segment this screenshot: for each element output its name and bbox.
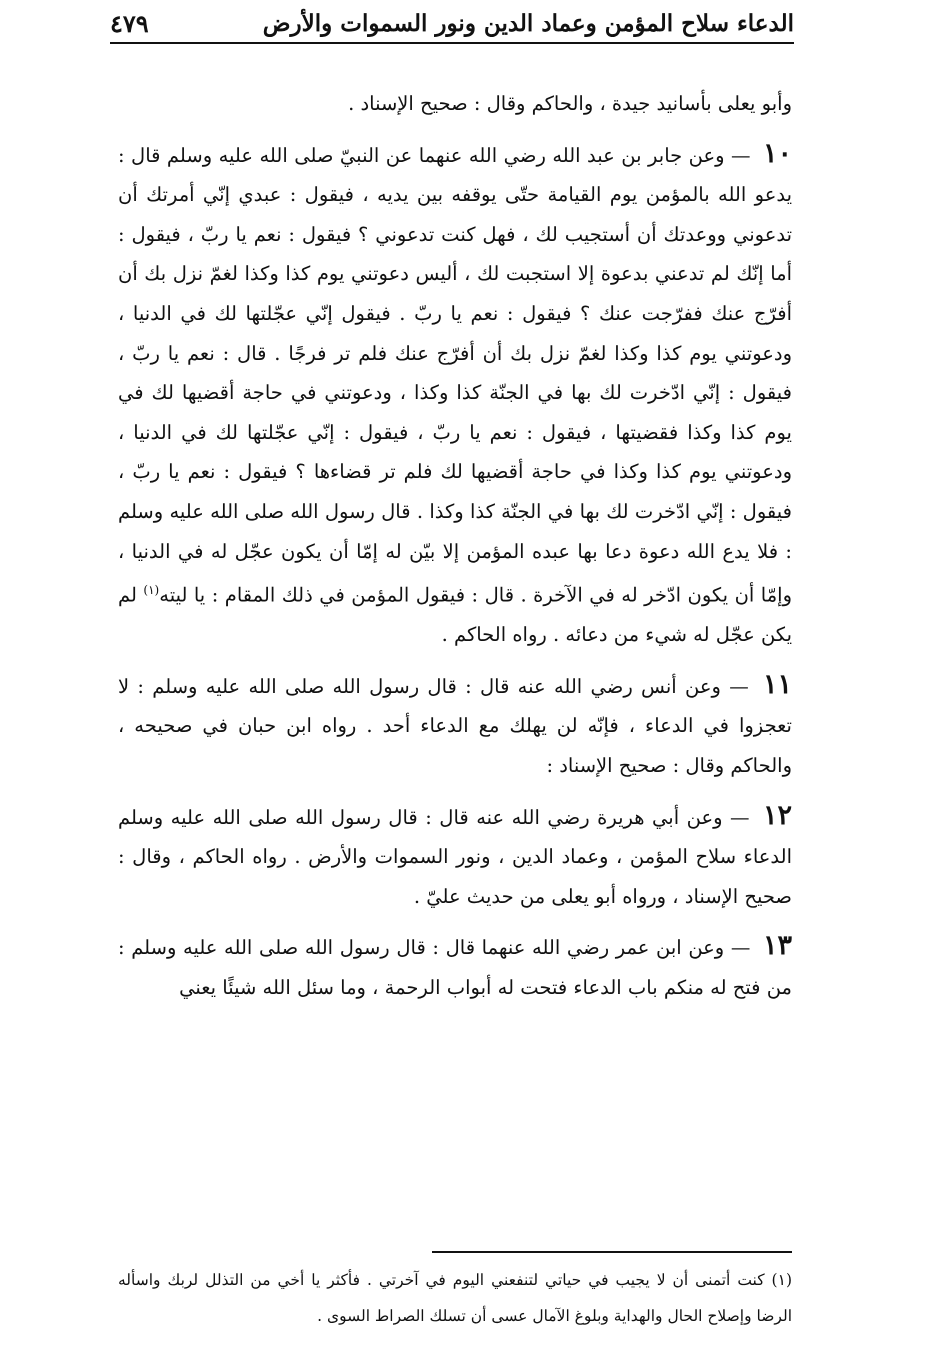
footnote-reference[interactable]: (١): [143, 583, 160, 598]
running-title: الدعاء سلاح المؤمن وعماد الدين ونور السموات والأرض: [262, 9, 794, 37]
hadith-text: — وعن أبي هريرة رضي الله عنه قال : قال رسول الله صلى الله عليه وسلم الدعاء سلاح المؤمن ، وعماد الدين ، ونور السموات والأرض . رواه الحاكم ، وقال : صحيح الإسناد ، ورواه أبو يعلى من حديث عليّ .: [118, 805, 792, 908]
hadith-number: ١٢: [762, 799, 792, 831]
hadith-text: — وعن ابن عمر رضي الله عنهما قال : قال رسول الله صلى الله عليه وسلم : من فتح له منكم باب الدعاء فتحت له أبواب الرحمة ، وما سئل الله شيئًا يعني: [118, 936, 792, 999]
hadith-text-end: لم يكن عجّل له شيء من دعائه . رواه الحاكم .: [118, 583, 792, 647]
hadith-11: [118, 665, 792, 786]
hadith-text: — وعن أنس رضي الله عنه قال : قال رسول الله صلى الله عليه وسلم : لا تعجزوا في الدعاء ، فإنّه لن يهلك مع الدعاء أحد . رواه ابن حبان في صحيحه ، والحاكم وقال : صحيح الإسناد :: [118, 674, 792, 777]
hadith-12: [118, 796, 792, 917]
page-number: ٤٧٩: [110, 8, 149, 38]
hadith-number: ١٣: [762, 930, 792, 962]
footnote-rule: [432, 1251, 792, 1253]
page-header: [110, 6, 794, 40]
intro-paragraph: وأبو يعلى بأسانيد جيدة ، والحاكم وقال : صحيح الإسناد .: [348, 92, 792, 115]
hadith-text: — وعن جابر بن عبد الله رضي الله عنهما عن النبيّ صلى الله عليه وسلم قال : يدعو الله بالمؤمن يوم القيامة حتّى يوقفه بين يديه ، فيقول : عبدي إنّي أمرتك أن تدعوني ووعدتك أن أستجيب لك ، فهل كنت تدعوني ؟ فيقول : نعم يا ربّ ، فيقول : أما إنّك لم تدعني بدعوة إلا استجبت لك ، أليس دعوتني يوم كذا وكذا لغمّ نزل بك أن أفرّج عنك ففرّجت عنك ؟ فيقول : نعم يا ربّ . فيقول إنّي عجّلتها لك في الدنيا ، ودعوتني يوم كذا وكذا لغمّ نزل بك أن أفرّج عنك فلم تر فرجًا . قال : نعم يا ربّ ، فيقول : إنّي ادّخرت لك بها في الجنّة كذا وكذا ، ودعوتني في حاجة أقضيها لك في يوم كذا وكذا فقضيتها ، فيقول : نعم يا ربّ ، فيقول : إنّي عجّلتها لك في الدنيا ، ودعوتني يوم كذا وكذا في حاجة أقضيها لك فلم تر قضاءها ؟ فيقول : نعم يا ربّ ، فيقول : إنّي ادّخرت لك بها في الجنّة كذا وكذا . قال رسول الله صلى الله عليه وسلم : فلا يدع الله دعوة دعا بها عبده المؤمن إلا بيّن له إمّا أن يكون عجّل له في الدنيا ، وإمّا أن يكون ادّخر له في الآخرة . قال : فيقول المؤمن في ذلك المقام : يا ليته: [118, 143, 793, 607]
hadith-13: [118, 926, 792, 1007]
footnote: (١) كنت أتمنى أن لا يجيب في حياتي لتنفعني اليوم في آخرتي . فأكثر يا أخي من التذلل لربك واسأله الرضا وإصلاح الحال والهداية وبلوغ الآمال عسى أن تسلك الصراط السوى .: [118, 1271, 792, 1325]
main-text: [118, 84, 792, 1008]
hadith-number: ١٠: [762, 137, 792, 169]
header-rule: [110, 42, 794, 44]
hadith-number: ١١: [763, 668, 793, 700]
hadith-10: [118, 134, 792, 655]
